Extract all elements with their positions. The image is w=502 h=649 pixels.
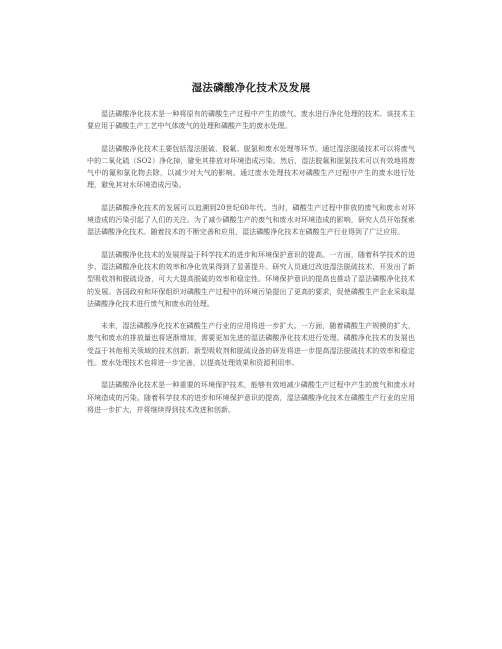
paragraph-conclusion: 湿法磷酸净化技术是一种重要的环境保护技术，能够有效地减少磷酸生产过程中产生的废气和废水对环境造成的污染。随着科学技术的进步和环境保护意识的提高，湿法磷酸净化技术在磷酸生产行业的应用将进一步扩大，并将继续得到技术改进和创新。 xyxy=(87,381,415,414)
paragraph-history: 湿法磷酸净化技术的发展可以追溯到20世纪60年代。当时，磷酸生产过程中排放的废气和废水对环境造成的污染引起了人们的关注。为了减少磷酸生产的废气和废水对环境造成的影响，研究人员开始探索湿法磷酸净化技术。随着技术的不断完善和应用，湿法磷酸净化技术在磷酸生产行业得到了广泛应用。 xyxy=(87,203,415,237)
document-body xyxy=(87,108,415,416)
paragraph-future: 未来，湿法磷酸净化技术在磷酸生产行业的应用将进一步扩大。一方面，随着磷酸生产规模的扩大，废气和废水的排放量也将逐渐增加，需要更加先进的湿法磷酸净化技术进行处理。磷酸净化技术的发展也受益于其他相关领域的技术创新。新型吸收剂和脱硫设备的研发将进一步提高湿法脱硫技术的效率和稳定性。废水处理技术也将进一步完善，以提高处理效果和资源利用率。 xyxy=(87,322,415,368)
document-title: 湿法磷酸净化技术及发展 xyxy=(191,82,311,94)
paragraph-drivers: 湿法磷酸净化技术的发展得益于科学技术的进步和环境保护意识的提高。一方面，随着科学技术的进步，湿法磷酸净化技术的效率和净化效果得到了显著提升。研究人员通过改进湿法脱硫技术，开发出了新型吸收剂和脱硫设备，可大大提高脱硫的效率和稳定性。环境保护意识的提高也推动了湿法磷酸净化技术的发展。各国政府和环保组织对磷酸生产过程中的环境污染提出了更高的要求，促使磷酸生产企业采取湿法磷酸净化技术进行废气和废水的处理。 xyxy=(87,250,415,308)
paragraph-components: 湿法磷酸净化技术主要包括湿法脱硫、脱氟、脱氯和废水处理等环节。通过湿法脱硫技术可以将废气中的二氧化硫（SO2）净化掉，避免其排放对环境造成污染。然后，湿法脱氟和脱氯技术可以有效地将废气中的氟和氯化物去除，以减少对大气的影响。通过废水处理技术对磷酸生产过程中产生的废水进行处理，避免其对水环境造成污染。 xyxy=(87,144,415,190)
paragraph-intro: 湿法磷酸净化技术是一种将原有的磷酸生产过程中产生的废气、废水进行净化处理的技术。该技术主要应用于磷酸生产工艺中气体废气的处理和磷酸产生的废水处理。 xyxy=(87,110,415,131)
